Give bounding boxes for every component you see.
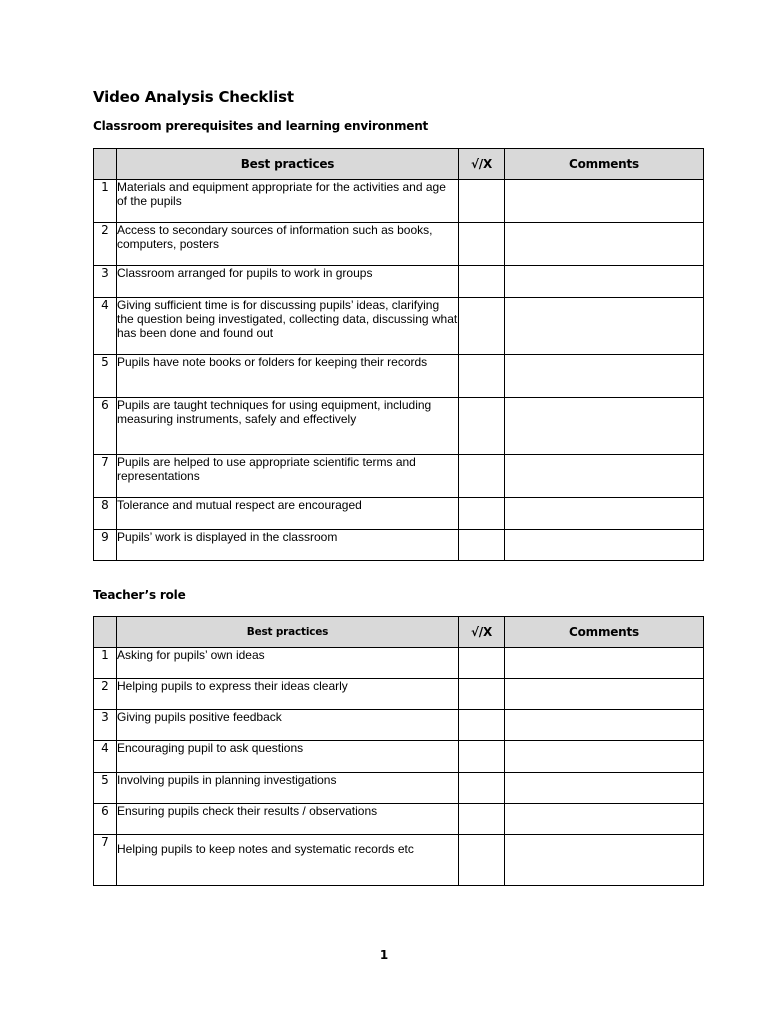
header-check: √/X bbox=[459, 617, 505, 648]
row-number: 8 bbox=[94, 498, 117, 530]
section-title-teachers-role: Teacher’s role bbox=[93, 588, 186, 602]
check-cell[interactable] bbox=[459, 648, 505, 679]
check-cell[interactable] bbox=[459, 455, 505, 498]
row-practice: Helping pupils to express their ideas clearly bbox=[117, 679, 459, 710]
comment-cell[interactable] bbox=[505, 298, 704, 355]
check-cell[interactable] bbox=[459, 679, 505, 710]
check-cell[interactable] bbox=[459, 355, 505, 398]
section-title-classroom: Classroom prerequisites and learning environment bbox=[93, 119, 429, 133]
row-practice: Pupils are taught techniques for using equipment, including measuring instruments, safely and effectively bbox=[117, 398, 459, 455]
row-practice: Asking for pupils’ own ideas bbox=[117, 648, 459, 679]
comment-cell[interactable] bbox=[505, 804, 704, 835]
comment-cell[interactable] bbox=[505, 679, 704, 710]
comment-cell[interactable] bbox=[505, 648, 704, 679]
table-row bbox=[94, 355, 704, 398]
row-number: 6 bbox=[94, 804, 117, 835]
page-number: 1 bbox=[379, 948, 389, 962]
table-row bbox=[94, 455, 704, 498]
table-row bbox=[94, 223, 704, 266]
row-number: 2 bbox=[94, 223, 117, 266]
row-number: 6 bbox=[94, 398, 117, 455]
row-practice: Giving pupils positive feedback bbox=[117, 710, 459, 741]
comment-cell[interactable] bbox=[505, 398, 704, 455]
check-cell[interactable] bbox=[459, 804, 505, 835]
comment-cell[interactable] bbox=[505, 710, 704, 741]
row-practice: Encouraging pupil to ask questions bbox=[117, 741, 459, 773]
table-header-row bbox=[94, 149, 704, 180]
row-number: 3 bbox=[94, 266, 117, 298]
row-practice: Involving pupils in planning investigations bbox=[117, 773, 459, 804]
comment-cell[interactable] bbox=[505, 355, 704, 398]
table-row bbox=[94, 679, 704, 710]
check-cell[interactable] bbox=[459, 398, 505, 455]
row-number: 3 bbox=[94, 710, 117, 741]
check-cell[interactable] bbox=[459, 180, 505, 223]
row-number: 7 bbox=[94, 455, 117, 498]
comment-cell[interactable] bbox=[505, 773, 704, 804]
header-number bbox=[94, 149, 117, 180]
row-practice: Ensuring pupils check their results / observations bbox=[117, 804, 459, 835]
comment-cell[interactable] bbox=[505, 455, 704, 498]
header-number bbox=[94, 617, 117, 648]
row-number: 4 bbox=[94, 741, 117, 773]
comment-cell[interactable] bbox=[505, 835, 704, 886]
comment-cell[interactable] bbox=[505, 180, 704, 223]
row-practice: Access to secondary sources of information such as books, computers, posters bbox=[117, 223, 459, 266]
row-number: 5 bbox=[94, 773, 117, 804]
check-cell[interactable] bbox=[459, 835, 505, 886]
row-practice: Giving sufficient time is for discussing pupils’ ideas, clarifying the question being investigated, collecting data, discussing what has been done and found out bbox=[117, 298, 459, 355]
row-number: 4 bbox=[94, 298, 117, 355]
comment-cell[interactable] bbox=[505, 223, 704, 266]
row-practice: Pupils’ work is displayed in the classroom bbox=[117, 530, 459, 561]
row-practice: Pupils have note books or folders for keeping their records bbox=[117, 355, 459, 398]
table-row bbox=[94, 741, 704, 773]
row-practice: Pupils are helped to use appropriate scientific terms and representations bbox=[117, 455, 459, 498]
table-header-row bbox=[94, 617, 704, 648]
header-comments: Comments bbox=[505, 149, 704, 180]
table-row bbox=[94, 804, 704, 835]
check-cell[interactable] bbox=[459, 266, 505, 298]
row-number: 9 bbox=[94, 530, 117, 561]
table-row bbox=[94, 180, 704, 223]
table-row bbox=[94, 530, 704, 561]
check-cell[interactable] bbox=[459, 773, 505, 804]
classroom-checklist-table bbox=[93, 148, 704, 561]
document-title: Video Analysis Checklist bbox=[93, 88, 294, 106]
check-cell[interactable] bbox=[459, 710, 505, 741]
table-row bbox=[94, 266, 704, 298]
row-number: 2 bbox=[94, 679, 117, 710]
check-cell[interactable] bbox=[459, 530, 505, 561]
row-number: 1 bbox=[94, 648, 117, 679]
header-best-practices: Best practices bbox=[117, 617, 459, 648]
check-cell[interactable] bbox=[459, 298, 505, 355]
table-row bbox=[94, 773, 704, 804]
check-cell[interactable] bbox=[459, 223, 505, 266]
header-comments: Comments bbox=[505, 617, 704, 648]
table-row bbox=[94, 648, 704, 679]
row-number: 1 bbox=[94, 180, 117, 223]
teachers-role-checklist-table bbox=[93, 616, 704, 886]
table-row bbox=[94, 835, 704, 886]
row-number: 5 bbox=[94, 355, 117, 398]
comment-cell[interactable] bbox=[505, 266, 704, 298]
table-row bbox=[94, 298, 704, 355]
comment-cell[interactable] bbox=[505, 530, 704, 561]
row-number: 7 bbox=[94, 835, 117, 886]
header-check: √/X bbox=[459, 149, 505, 180]
table-row bbox=[94, 398, 704, 455]
check-cell[interactable] bbox=[459, 741, 505, 773]
comment-cell[interactable] bbox=[505, 741, 704, 773]
row-practice: Helping pupils to keep notes and systematic records etc bbox=[117, 835, 459, 886]
comment-cell[interactable] bbox=[505, 498, 704, 530]
row-practice: Tolerance and mutual respect are encouraged bbox=[117, 498, 459, 530]
check-cell[interactable] bbox=[459, 498, 505, 530]
row-practice: Materials and equipment appropriate for the activities and age of the pupils bbox=[117, 180, 459, 223]
table-row bbox=[94, 498, 704, 530]
table-row bbox=[94, 710, 704, 741]
header-best-practices: Best practices bbox=[117, 149, 459, 180]
row-practice: Classroom arranged for pupils to work in groups bbox=[117, 266, 459, 298]
